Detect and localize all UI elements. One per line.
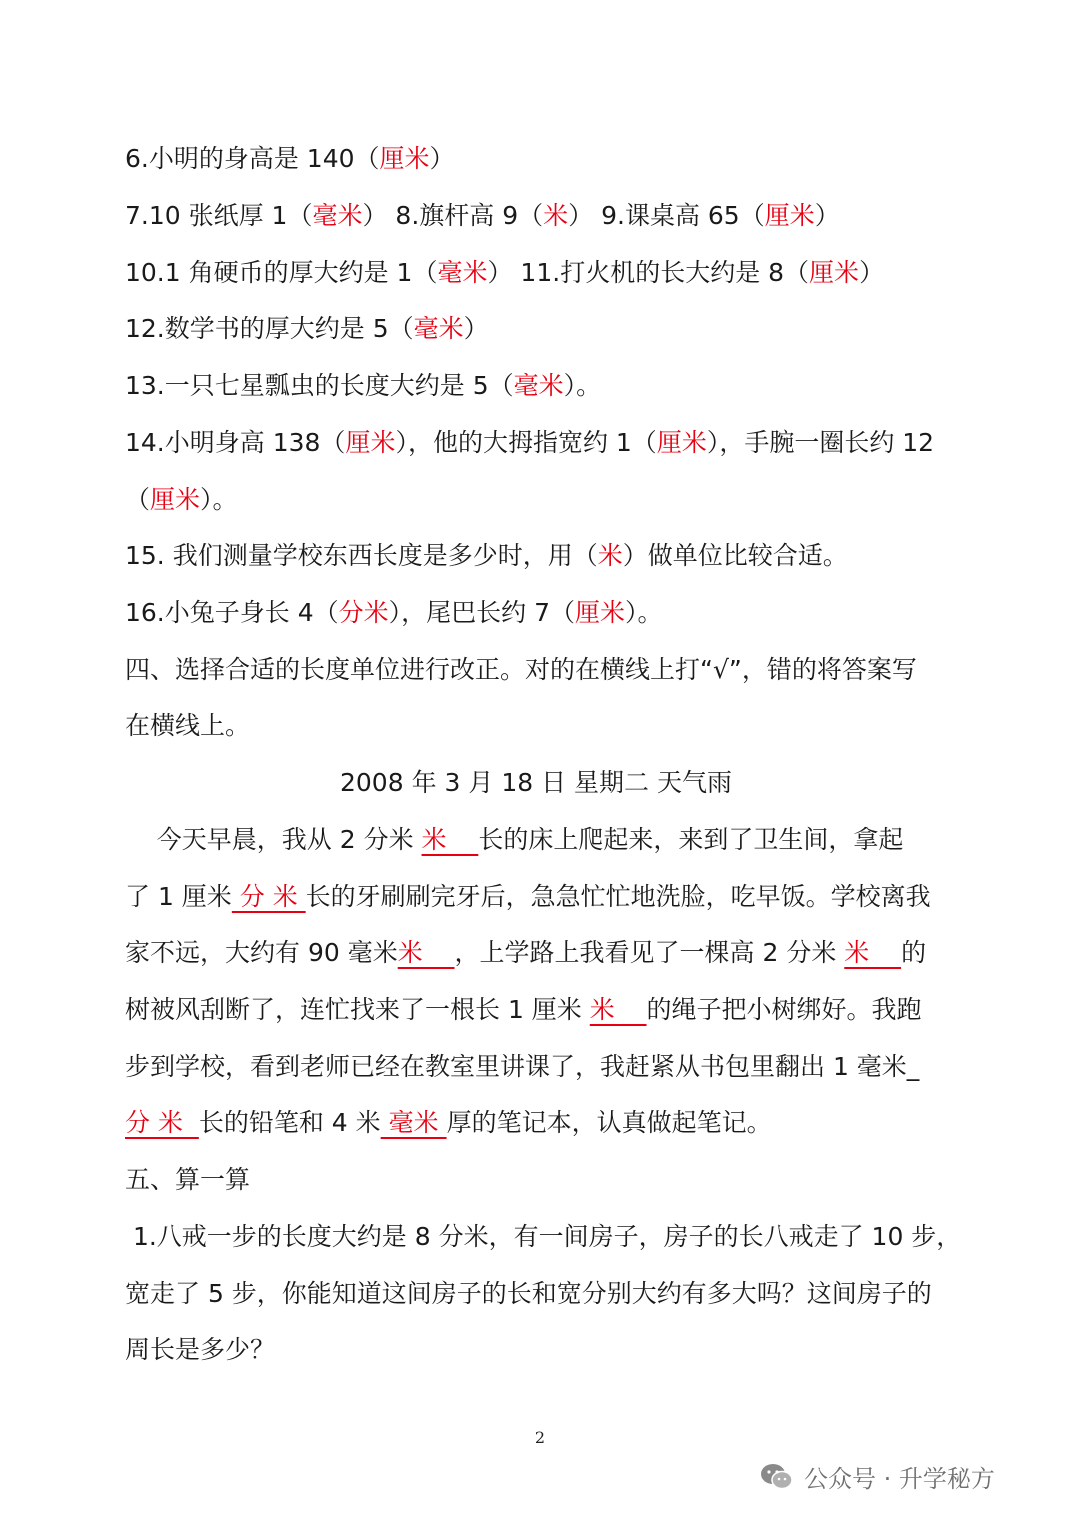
answer: 米 [597, 541, 623, 570]
watermark-text: 公众号 · 升学秘方 [804, 1465, 995, 1493]
section-5-heading: 五、算一算 [125, 1165, 251, 1194]
answer: 厘米 [656, 428, 707, 457]
section-4-heading-cont: 在横线上。 [125, 711, 251, 740]
underlined-answer: 米 [589, 995, 647, 1024]
questions-7-9: 7.10 张纸厚 1（毫米） 8.旗杆高 9（米） 9.课桌高 65（厘米） [125, 201, 840, 230]
question-6: 6.小明的身高是 140（厘米） [125, 144, 455, 173]
answer: 毫米 [312, 201, 363, 230]
section-4-heading: 四、选择合适的长度单位进行改正。对的在横线上打“√”，错的将答案写 [125, 655, 917, 684]
answer: 毫米 [413, 314, 464, 343]
problem-1: 1.八戒一步的长度大约是 8 分米，有一间房子，房子的长八戒走了 10 步， [125, 1222, 962, 1251]
answer: 厘米 [575, 598, 626, 627]
underlined-answer: 米 [397, 938, 455, 967]
question-14: 14.小明身高 138（厘米），他的大拇指宽约 1（厘米），手腕一圈长约 12 [125, 428, 935, 457]
answer: 厘米 [764, 201, 815, 230]
question-13: 13.一只七星瓢虫的长度大约是 5（毫米）。 [125, 371, 602, 400]
answer: 厘米 [150, 485, 201, 514]
answer: 毫米 [513, 371, 564, 400]
questions-10-11: 10.1 角硬币的厚大约是 1（毫米） 11.打火机的长大约是 8（厘米） [125, 258, 885, 287]
answer: 分米 [338, 598, 389, 627]
underlined-answer: 米 [421, 825, 479, 854]
answer: 米 [543, 201, 569, 230]
answer: 厘米 [809, 258, 860, 287]
diary-line: 了 1 厘米 分 米 长的牙刷刷完牙后，急急忙忙地洗脸，吃早饭。学校离我 [125, 882, 931, 911]
answer: 厘米 [345, 428, 396, 457]
underlined-answer: 米 [844, 938, 902, 967]
problem-1-cont: 宽走了 5 步，你能知道这间房子的长和宽分别大约有多大吗？这间房子的 [125, 1279, 932, 1308]
answer: 毫米 [437, 258, 488, 287]
wechat-icon [760, 1462, 794, 1498]
diary-line: 步到学校，看到老师已经在教室里讲课了，我赶紧从书包里翻出 1 毫米_ [125, 1052, 920, 1081]
question-14-cont: （厘米）。 [125, 485, 238, 514]
underlined-answer: 分 米 [231, 882, 306, 911]
watermark [760, 1459, 995, 1498]
underlined-answer: 毫米 [380, 1108, 447, 1137]
underlined-answer: 分 米 [125, 1108, 199, 1137]
answer: 厘米 [379, 144, 430, 173]
question-12: 12.数学书的厚大约是 5（毫米） [125, 314, 489, 343]
diary-line: 今天早晨，我从 2 分米 米 长的床上爬起来，来到了卫生间，拿起 [125, 825, 904, 854]
question-16: 16.小兔子身长 4（分米），尾巴长约 7（厘米）。 [125, 598, 663, 627]
problem-1-cont: 周长是多少？ [125, 1335, 276, 1364]
diary-line: 分 米 长的铅笔和 4 米 毫米 厚的笔记本，认真做起笔记。 [125, 1108, 772, 1137]
diary-title: 2008 年 3 月 18 日 星期二 天气雨 [340, 768, 732, 797]
question-15: 15. 我们测量学校东西长度是多少时，用（米）做单位比较合适。 [125, 541, 848, 570]
diary-line: 家不远，大约有 90 毫米米 ，上学路上我看见了一棵高 2 分米 米 的 [125, 938, 927, 967]
diary-line: 树被风刮断了，连忙找来了一根长 1 厘米 米 的绳子把小树绑好。我跑 [125, 995, 922, 1024]
page-number: 2 [534, 1428, 546, 1447]
